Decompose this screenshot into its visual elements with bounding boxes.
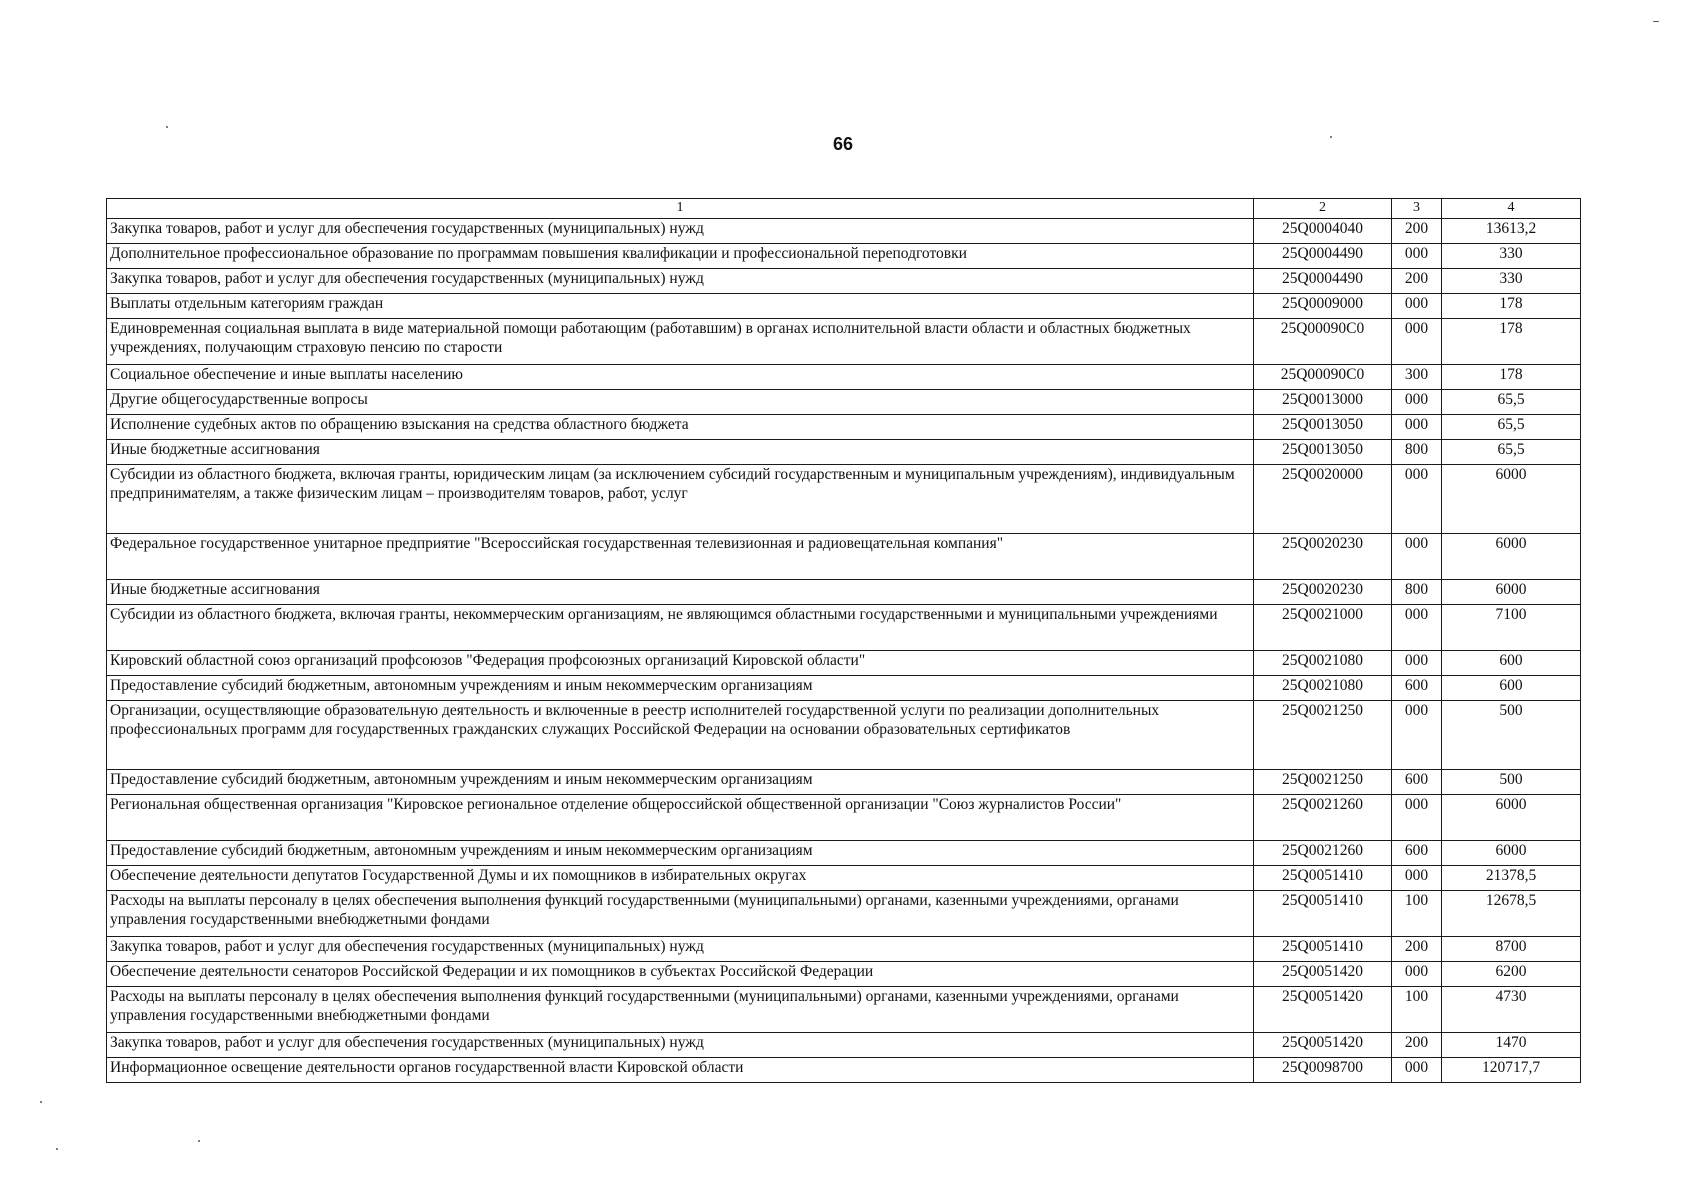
row-type-cell: 600: [1392, 676, 1442, 701]
row-sum-cell: 65,5: [1442, 415, 1581, 440]
row-code-cell: 25Q0004490: [1254, 269, 1392, 294]
row-name-cell: Кировский областной союз организаций профсоюзов "Федерация профсоюзных организаций Кировской области": [107, 651, 1254, 676]
header-col-4: 4: [1442, 199, 1581, 219]
table-row: [107, 244, 1581, 269]
row-code-cell: 25Q0020230: [1254, 534, 1392, 580]
row-sum-cell: 178: [1442, 319, 1581, 365]
row-name-cell: Расходы на выплаты персоналу в целях обеспечения выполнения функций государственными (муниципальными) органами, казенными учреждениями, органами управления государственными внебюджетными фондами: [107, 891, 1254, 937]
row-sum-cell: 6000: [1442, 795, 1581, 841]
row-name-cell: Закупка товаров, работ и услуг для обеспечения государственных (муниципальных) нужд: [107, 269, 1254, 294]
row-type-cell: 000: [1392, 319, 1442, 365]
row-type-cell: 800: [1392, 580, 1442, 605]
row-sum-cell: 178: [1442, 365, 1581, 390]
budget-table: [106, 198, 1581, 1083]
header-col-2: 2: [1254, 199, 1392, 219]
row-type-cell: 800: [1392, 440, 1442, 465]
row-code-cell: 25Q0021080: [1254, 676, 1392, 701]
table-row: [107, 365, 1581, 390]
scan-speck: [56, 1148, 58, 1150]
table-row: [107, 987, 1581, 1033]
row-sum-cell: 6000: [1442, 580, 1581, 605]
row-sum-cell: 6000: [1442, 465, 1581, 534]
table-header-row: [107, 199, 1581, 219]
row-sum-cell: 6000: [1442, 534, 1581, 580]
scan-speck: [166, 126, 168, 128]
row-type-cell: 000: [1392, 244, 1442, 269]
row-type-cell: 000: [1392, 962, 1442, 987]
row-name-cell: Иные бюджетные ассигнования: [107, 440, 1254, 465]
row-name-cell: Субсидии из областного бюджета, включая гранты, юридическим лицам (за исключением субсидий государственным и муниципальным учреждениям), индивидуальным предпринимателям, а также физическим лицам – производителям товаров, работ, услуг: [107, 465, 1254, 534]
row-name-cell: Исполнение судебных актов по обращению взыскания на средства областного бюджета: [107, 415, 1254, 440]
table-row: [107, 937, 1581, 962]
table-body: [107, 219, 1581, 1083]
row-name-cell: Закупка товаров, работ и услуг для обеспечения государственных (муниципальных) нужд: [107, 219, 1254, 244]
row-sum-cell: 21378,5: [1442, 866, 1581, 891]
row-sum-cell: 330: [1442, 244, 1581, 269]
row-sum-cell: 12678,5: [1442, 891, 1581, 937]
table-row: [107, 651, 1581, 676]
row-sum-cell: 120717,7: [1442, 1058, 1581, 1083]
row-code-cell: 25Q0051410: [1254, 891, 1392, 937]
row-code-cell: 25Q0020230: [1254, 580, 1392, 605]
table-row: [107, 795, 1581, 841]
row-code-cell: 25Q0021260: [1254, 841, 1392, 866]
table-row: [107, 440, 1581, 465]
row-type-cell: 000: [1392, 1058, 1442, 1083]
table-row: [107, 962, 1581, 987]
header-col-3: 3: [1392, 199, 1442, 219]
row-name-cell: Предоставление субсидий бюджетным, автономным учреждениям и иным некоммерческим организациям: [107, 841, 1254, 866]
row-code-cell: 25Q0021260: [1254, 795, 1392, 841]
row-type-cell: 000: [1392, 390, 1442, 415]
table-row: [107, 866, 1581, 891]
row-type-cell: 300: [1392, 365, 1442, 390]
row-type-cell: 200: [1392, 937, 1442, 962]
row-name-cell: Субсидии из областного бюджета, включая гранты, некоммерческим организациям, не являющимся областными государственными и муниципальными учреждениями: [107, 605, 1254, 651]
table-row: [107, 415, 1581, 440]
row-name-cell: Закупка товаров, работ и услуг для обеспечения государственных (муниципальных) нужд: [107, 1033, 1254, 1058]
row-code-cell: 25Q0013000: [1254, 390, 1392, 415]
row-type-cell: 000: [1392, 605, 1442, 651]
table-row: [107, 701, 1581, 770]
table-row: [107, 269, 1581, 294]
row-type-cell: 000: [1392, 534, 1442, 580]
row-name-cell: Расходы на выплаты персоналу в целях обеспечения выполнения функций государственными (муниципальными) органами, казенными учреждениями, органами управления государственными внебюджетными фондами: [107, 987, 1254, 1033]
row-sum-cell: 65,5: [1442, 390, 1581, 415]
table-row: [107, 534, 1581, 580]
row-code-cell: 25Q0009000: [1254, 294, 1392, 319]
row-sum-cell: 178: [1442, 294, 1581, 319]
row-type-cell: 200: [1392, 269, 1442, 294]
row-sum-cell: 65,5: [1442, 440, 1581, 465]
row-sum-cell: 4730: [1442, 987, 1581, 1033]
row-code-cell: 25Q0021250: [1254, 701, 1392, 770]
row-type-cell: 200: [1392, 219, 1442, 244]
row-type-cell: 000: [1392, 701, 1442, 770]
row-name-cell: Обеспечение деятельности депутатов Государственной Думы и их помощников в избирательных округах: [107, 866, 1254, 891]
row-code-cell: 25Q0051410: [1254, 866, 1392, 891]
row-name-cell: Федеральное государственное унитарное предприятие "Всероссийская государственная телевизионная и радиовещательная компания": [107, 534, 1254, 580]
row-code-cell: 25Q00090C0: [1254, 365, 1392, 390]
table-row: [107, 891, 1581, 937]
row-code-cell: 25Q0051420: [1254, 1033, 1392, 1058]
row-code-cell: 25Q0051410: [1254, 937, 1392, 962]
table-row: [107, 1033, 1581, 1058]
table-row: [107, 1058, 1581, 1083]
row-name-cell: Выплаты отдельным категориям граждан: [107, 294, 1254, 319]
row-name-cell: Другие общегосударственные вопросы: [107, 390, 1254, 415]
row-code-cell: 25Q0051420: [1254, 987, 1392, 1033]
row-type-cell: 000: [1392, 866, 1442, 891]
row-type-cell: 100: [1392, 891, 1442, 937]
row-type-cell: 200: [1392, 1033, 1442, 1058]
row-name-cell: Социальное обеспечение и иные выплаты населению: [107, 365, 1254, 390]
table-row: [107, 770, 1581, 795]
scan-speck: [1330, 136, 1332, 138]
table-row: [107, 580, 1581, 605]
row-name-cell: Предоставление субсидий бюджетным, автономным учреждениям и иным некоммерческим организациям: [107, 770, 1254, 795]
table-row: [107, 319, 1581, 365]
row-sum-cell: 600: [1442, 651, 1581, 676]
row-name-cell: Дополнительное профессиональное образование по программам повышения квалификации и профессиональной переподготовки: [107, 244, 1254, 269]
row-sum-cell: 330: [1442, 269, 1581, 294]
row-sum-cell: 6000: [1442, 841, 1581, 866]
row-code-cell: 25Q0021000: [1254, 605, 1392, 651]
row-name-cell: Организации, осуществляющие образовательную деятельность и включенные в реестр исполнителей государственной услуги по реализации дополнительных профессиональных программ для государственных гражданских служащих Российской Федерации на основании образовательных сертификатов: [107, 701, 1254, 770]
row-sum-cell: 500: [1442, 770, 1581, 795]
scan-speck: [40, 1101, 42, 1103]
row-code-cell: 25Q00090C0: [1254, 319, 1392, 365]
scan-speck: [198, 1140, 200, 1142]
row-name-cell: Закупка товаров, работ и услуг для обеспечения государственных (муниципальных) нужд: [107, 937, 1254, 962]
row-sum-cell: 8700: [1442, 937, 1581, 962]
row-type-cell: 000: [1392, 651, 1442, 676]
row-type-cell: 600: [1392, 841, 1442, 866]
row-sum-cell: 6200: [1442, 962, 1581, 987]
row-name-cell: Единовременная социальная выплата в виде материальной помощи работающим (работавшим) в органах исполнительной власти области и областных бюджетных учреждениях, получающим страховую пенсию по старости: [107, 319, 1254, 365]
row-type-cell: 600: [1392, 770, 1442, 795]
row-sum-cell: 1470: [1442, 1033, 1581, 1058]
table-row: [107, 676, 1581, 701]
row-type-cell: 000: [1392, 294, 1442, 319]
scan-speck: [1653, 21, 1659, 22]
table-row: [107, 841, 1581, 866]
row-name-cell: Информационное освещение деятельности органов государственной власти Кировской области: [107, 1058, 1254, 1083]
page-number: 66: [832, 134, 854, 154]
row-sum-cell: 7100: [1442, 605, 1581, 651]
row-type-cell: 000: [1392, 795, 1442, 841]
row-code-cell: 25Q0051420: [1254, 962, 1392, 987]
header-col-1: 1: [107, 199, 1254, 219]
table-row: [107, 294, 1581, 319]
row-code-cell: 25Q0004490: [1254, 244, 1392, 269]
row-sum-cell: 13613,2: [1442, 219, 1581, 244]
row-type-cell: 100: [1392, 987, 1442, 1033]
row-code-cell: 25Q0004040: [1254, 219, 1392, 244]
table-row: [107, 465, 1581, 534]
table-row: [107, 219, 1581, 244]
row-code-cell: 25Q0013050: [1254, 440, 1392, 465]
row-type-cell: 000: [1392, 415, 1442, 440]
row-name-cell: Обеспечение деятельности сенаторов Российской Федерации и их помощников в субъектах Российской Федерации: [107, 962, 1254, 987]
row-name-cell: Иные бюджетные ассигнования: [107, 580, 1254, 605]
row-code-cell: 25Q0098700: [1254, 1058, 1392, 1083]
row-code-cell: 25Q0013050: [1254, 415, 1392, 440]
row-code-cell: 25Q0021250: [1254, 770, 1392, 795]
table-row: [107, 390, 1581, 415]
row-sum-cell: 500: [1442, 701, 1581, 770]
table-row: [107, 605, 1581, 651]
row-type-cell: 000: [1392, 465, 1442, 534]
row-sum-cell: 600: [1442, 676, 1581, 701]
row-name-cell: Предоставление субсидий бюджетным, автономным учреждениям и иным некоммерческим организациям: [107, 676, 1254, 701]
row-code-cell: 25Q0021080: [1254, 651, 1392, 676]
row-code-cell: 25Q0020000: [1254, 465, 1392, 534]
row-name-cell: Региональная общественная организация "Кировское региональное отделение общероссийской общественной организации "Союз журналистов России": [107, 795, 1254, 841]
